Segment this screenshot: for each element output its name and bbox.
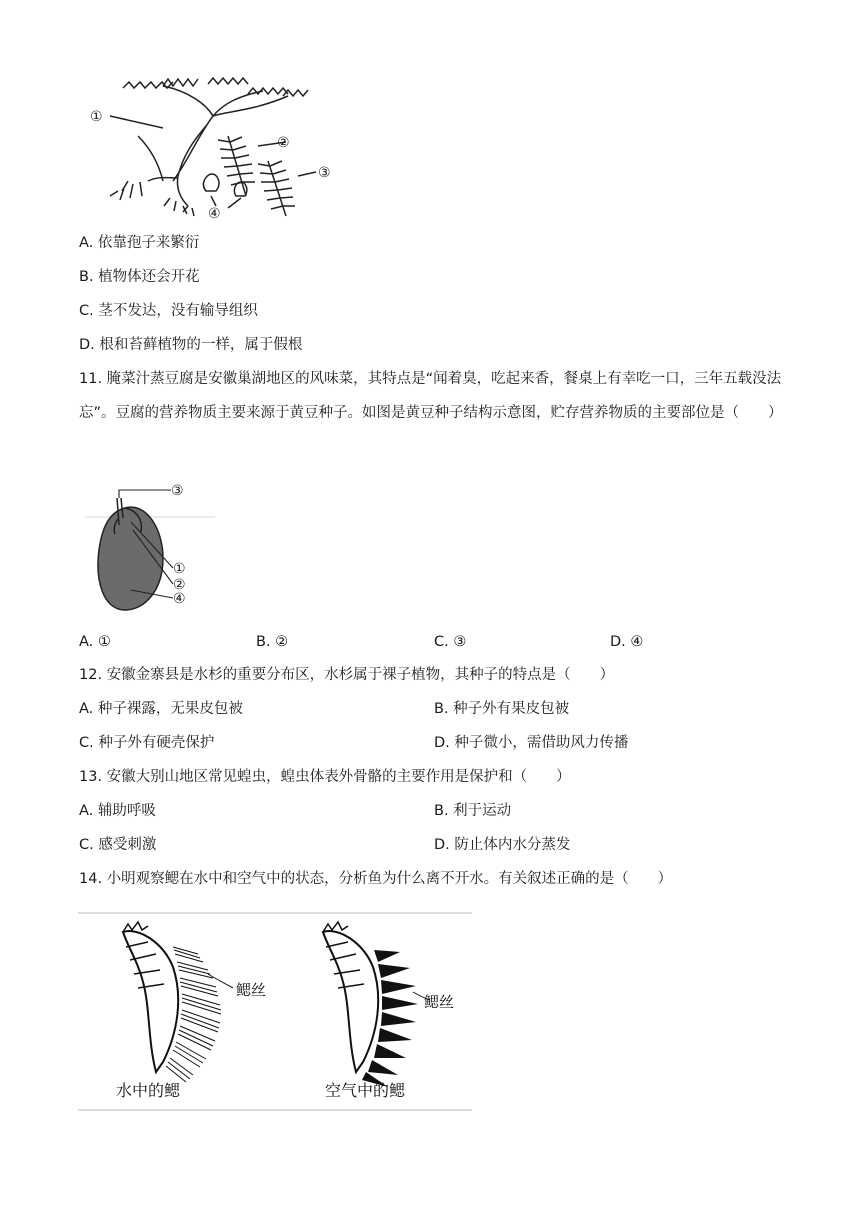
fern-label-4: ④: [208, 206, 221, 222]
fern-figure: [88, 66, 348, 224]
q11-option-c[interactable]: C. ③: [434, 634, 467, 650]
q10-option-b[interactable]: B. 植物体还会开花: [79, 269, 200, 285]
gill-in-air: [323, 922, 454, 1100]
q11-stem: 11. 腌菜汁蒸豆腐是安徽巢湖地区的风味菜，其特点是“闻着臭，吃起来香，餐桌上有幸吃一口，三年五载没法忘”。豆腐的营养物质主要来源于黄豆种子。如图是黄豆种子结构示意图，贮存营养物质的主要部位是（ ）: [79, 371, 783, 421]
fern-label-2: ②: [277, 135, 290, 151]
q11-option-b[interactable]: B. ②: [256, 634, 289, 650]
q10-option-d[interactable]: D. 根和苔藓植物的一样，属于假根: [79, 337, 303, 353]
gill-figure: [78, 912, 472, 1112]
q12-option-c[interactable]: C. 种子外有硬壳保护: [79, 735, 215, 751]
gill-filament-label-right: 鳃丝: [424, 993, 455, 1011]
bean-seed-figure: [85, 480, 225, 620]
caption-in-water: 水中的鳃: [116, 1081, 181, 1100]
q13-option-c[interactable]: C. 感受刺激: [79, 837, 157, 853]
fern-label-3: ③: [318, 165, 331, 181]
q13-option-b[interactable]: B. 利于运动: [434, 803, 512, 819]
q10-option-c[interactable]: C. 茎不发达，没有输导组织: [79, 303, 258, 319]
seed-label-4: ④: [173, 591, 186, 607]
fern-label-1: ①: [90, 109, 103, 125]
q13-option-d[interactable]: D. 防止体内水分蒸发: [434, 837, 571, 853]
q14-stem: 14. 小明观察鳃在水中和空气中的状态，分析鱼为什么离不开水。有关叙述正确的是（ ）: [79, 871, 673, 887]
q12-option-a[interactable]: A. 种子裸露，无果皮包被: [79, 701, 243, 717]
seed-label-3: ③: [171, 483, 184, 499]
q11-option-a[interactable]: A. ①: [79, 634, 111, 650]
gill-filament-label-left: 鳃丝: [236, 981, 267, 999]
q11-option-d[interactable]: D. ④: [610, 634, 644, 650]
q13-stem: 13. 安徽大别山地区常见蝗虫，蝗虫体表外骨骼的主要作用是保护和（ ）: [79, 769, 571, 785]
caption-in-air: 空气中的鳃: [325, 1081, 406, 1100]
seed-label-1: ①: [173, 561, 186, 577]
gill-in-water: [116, 922, 266, 1100]
q12-stem: 12. 安徽金寨县是水杉的重要分布区，水杉属于裸子植物，其种子的特点是（ ）: [79, 667, 615, 683]
seed-label-2: ②: [173, 577, 186, 593]
q13-option-a[interactable]: A. 辅助呼吸: [79, 803, 156, 819]
q12-option-b[interactable]: B. 种子外有果皮包被: [434, 701, 570, 717]
q10-option-a[interactable]: A. 依靠孢子来繁衍: [79, 235, 200, 251]
q12-option-d[interactable]: D. 种子微小，需借助风力传播: [434, 735, 629, 751]
